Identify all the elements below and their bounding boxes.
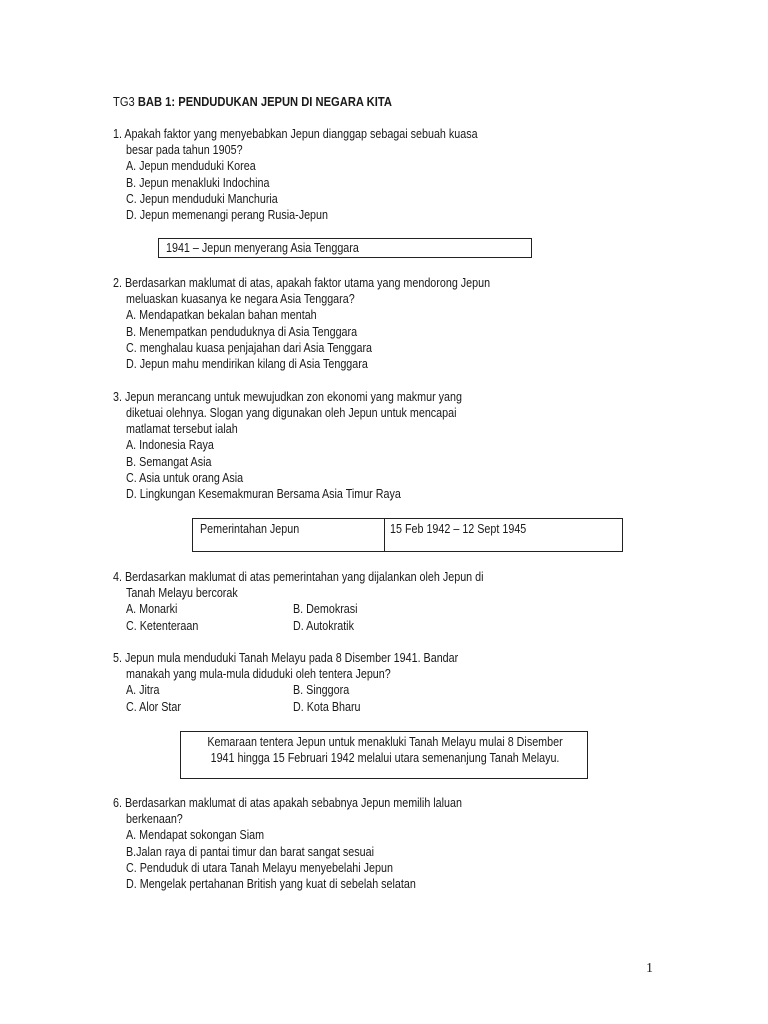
question-4-option-b: B. Demokrasi	[293, 602, 358, 616]
question-6-option-b: B.Jalan raya di pantai timur dan barat sangat sesuai	[126, 845, 375, 859]
question-3-stem: 3. Jepun merancang untuk mewujudkan zon ekonomi yang makmur yang	[113, 390, 462, 404]
info-table-2-left-cell: Pemerintahan Jepun	[200, 522, 300, 536]
question-6-option-c: C. Penduduk di utara Tanah Melayu menyebelahi Jepun	[126, 861, 393, 875]
question-1-stem-cont: besar pada tahun 1905?	[126, 143, 243, 157]
question-2-option-a: A. Mendapatkan bekalan bahan mentah	[126, 308, 317, 322]
question-2-option-c: C. menghalau kuasa penjajahan dari Asia Tenggara	[126, 341, 373, 355]
info-box-3	[180, 731, 588, 779]
info-box-1	[158, 238, 532, 258]
question-3-stem-cont-1: diketuai olehnya. Slogan yang digunakan oleh Jepun untuk mencapai	[126, 406, 457, 420]
info-table-2	[192, 518, 623, 552]
question-3-option-d: D. Lingkungan Kesemakmuran Bersama Asia Timur Raya	[126, 487, 401, 501]
question-1-stem: 1. Apakah faktor yang menyebabkan Jepun dianggap sebagai sebuah kuasa	[113, 127, 478, 141]
question-4-option-d: D. Autokratik	[293, 619, 354, 633]
title-prefix: TG3	[113, 94, 138, 109]
info-table-2-right-cell: 15 Feb 1942 – 12 Sept 1945	[390, 522, 527, 536]
question-6-option-d: D. Mengelak pertahanan British yang kuat di sebelah selatan	[126, 877, 416, 891]
question-1-option-a: A. Jepun menduduki Korea	[126, 159, 256, 173]
title-heading: BAB 1: PENDUDUKAN JEPUN DI NEGARA KITA	[137, 94, 392, 109]
document-title	[113, 94, 392, 110]
question-5-option-d: D. Kota Bharu	[293, 700, 361, 714]
question-4-stem: 4. Berdasarkan maklumat di atas pemerintahan yang dijalankan oleh Jepun di	[113, 570, 484, 584]
question-5-stem: 5. Jepun mula menduduki Tanah Melayu pada 8 Disember 1941. Bandar	[113, 651, 459, 665]
info-box-1-text: 1941 – Jepun menyerang Asia Tenggara	[166, 241, 359, 255]
info-box-3-line-1: Kemaraan tentera Jepun untuk menakluki Tanah Melayu mulai 8 Disember	[207, 735, 563, 749]
info-table-2-divider	[384, 519, 385, 551]
question-1-option-b: B. Jepun menakluki Indochina	[126, 176, 270, 190]
question-3-option-a: A. Indonesia Raya	[126, 438, 214, 452]
question-2-stem-cont: meluaskan kuasanya ke negara Asia Tenggara?	[126, 292, 355, 306]
question-6-option-a: A. Mendapat sokongan Siam	[126, 828, 265, 842]
question-5-option-c: C. Alor Star	[126, 700, 181, 714]
question-3-option-b: B. Semangat Asia	[126, 455, 212, 469]
question-1-option-d: D. Jepun memenangi perang Rusia-Jepun	[126, 208, 328, 222]
question-1-option-c: C. Jepun menduduki Manchuria	[126, 192, 278, 206]
question-5-option-a: A. Jitra	[126, 683, 160, 697]
page-number: 1	[646, 961, 653, 976]
question-6-stem-cont: berkenaan?	[126, 812, 183, 826]
question-5-option-b: B. Singgora	[293, 683, 350, 697]
question-2-option-b: B. Menempatkan penduduknya di Asia Tenggara	[126, 325, 358, 339]
question-6-stem: 6. Berdasarkan maklumat di atas apakah sebabnya Jepun memilih laluan	[113, 796, 462, 810]
info-box-3-line-2: 1941 hingga 15 Februari 1942 melalui utara semenanjung Tanah Melayu.	[210, 751, 560, 765]
question-5-stem-cont: manakah yang mula-mula diduduki oleh tentera Jepun?	[126, 667, 391, 681]
question-2-option-d: D. Jepun mahu mendirikan kilang di Asia Tenggara	[126, 357, 368, 371]
question-3-option-c: C. Asia untuk orang Asia	[126, 471, 244, 485]
question-4-option-c: C. Ketenteraan	[126, 619, 199, 633]
question-2-stem: 2. Berdasarkan maklumat di atas, apakah faktor utama yang mendorong Jepun	[113, 276, 491, 290]
question-4-stem-cont: Tanah Melayu bercorak	[126, 586, 238, 600]
question-3-stem-cont-2: matlamat tersebut ialah	[126, 422, 238, 436]
question-4-option-a: A. Monarki	[126, 602, 178, 616]
